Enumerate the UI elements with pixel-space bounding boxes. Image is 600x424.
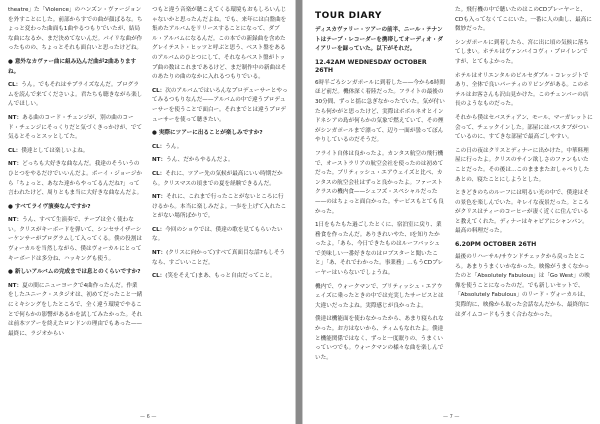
answer-text: 夏の間にニューヨークで4曲作ったんだ。作業をしたユニーク・スタジオは、初めてだったこと一緒にミキシングをしたところで、全く違う環境でやることで何らかの影響があるかを試してみたかった。それは前本ツアーを終えたロンドンの理由でもあった——最終に、ラジオからい: [8, 282, 143, 337]
right-page: [302, 0, 600, 424]
interview-question: ● すべてライヴ演奏なんですか?: [8, 203, 91, 210]
speaker-label: NT：: [152, 157, 167, 164]
speaker-label: CL：: [152, 226, 166, 233]
speaker-label: NT：: [8, 282, 23, 289]
interview-answer: [8, 282, 143, 340]
answer-text: うん。: [165, 143, 183, 150]
body-paragraph: た。飛行機の中で聴いたのはこのCDプレーヤーと、CDも入ってなくてこにいた。一番に人の曲し、最高に微妙だった。: [455, 7, 592, 33]
right-page-column-1: [315, 26, 445, 367]
speaker-label: NT：: [152, 250, 167, 257]
interview-answer: [152, 249, 288, 268]
body-paragraph: 機内で、ウォークマンで、ブリティッシュ・エアウェイズに乗ったときの中では充実したサービスとは大違いだったよね。実際感じが良かったよ。: [315, 283, 444, 309]
body-paragraph: シンガポールに到着したら、宮に出に頃の気候に落ちてしまい。ホテルはヴァンバイコヴィ・プロイレンですが、とてもよかった。: [455, 39, 589, 65]
answer-text: うん、だからやるんだよ。: [166, 157, 234, 164]
left-page-column-2: [152, 6, 288, 286]
page-number-right: — 7 —: [443, 414, 460, 420]
interview-answer: [8, 114, 143, 143]
body-paragraph: 僕達は機能面を使わなかったから、あまり寝られなかった。お方はないから、ティムもなれたよ。僕達と機能関係ではなく、ずっと一度眠りの、うまくいっていつでも。ウォークマンの様々な曲を楽しんでいた。: [315, 316, 444, 361]
body-paragraph: ときどきのちのルーフには明るい光の中で、僕達はその景色を楽しんでいた。キレイな夜景だった。ところがクリスはティーのコーヒーが凄く近くに住んでいると教えてくれた。ディナーはキャビアにシャンパン。最高の料理だった。: [455, 190, 589, 235]
interview-answer: [152, 170, 288, 189]
body-paragraph: それから僕はセバスティアン、モール、マーガレットに会って、チェックインした。部屋にはバスタブがついているのに、すてきな部屋で最高ごしやすい。: [455, 114, 593, 141]
answer-text: どっちも大好きな曲なんだ。我達のそういうのひとつをやるだけでいいんだよ。ボーイ・ジョージから「ちょっと、あなた達からやってるんだね?」って言われたけど、周りともま当に大好きな曲なんだよ。: [8, 161, 143, 197]
speaker-label: NT：: [8, 161, 23, 168]
page-number-left: — 6 —: [140, 414, 157, 420]
answer-text: (笑をそえて)まあ、もっと自由だってこと。: [165, 273, 276, 280]
speaker-label: CL：: [152, 143, 166, 150]
speaker-label: NT：: [152, 194, 167, 201]
diary-timestamp: 6.20PM OCTOBER 26TH: [455, 241, 537, 249]
left-page: [0, 0, 296, 424]
diary-lead: ディスカヴァリー・ツアーの前半、ニール・テナントはテープ・レコーダーを携帯してオーディオ・ダイアリーを録っていた。以下がそれだ。: [315, 27, 443, 53]
answer-text: 今回のショウでは、僕達の歌を見てもらいたいな。: [152, 226, 283, 243]
answer-text: ある曲のコード・チェンジが、別の曲のコード・チェンジにそっくりだと気づくきっかけが、でて気るとそっとスッとしてた。: [8, 114, 142, 141]
speaker-label: CL：: [152, 170, 166, 177]
diary-timestamp: 12.42AM WEDNESDAY OCTOBER 26TH: [315, 58, 427, 74]
answer-text: うん、すべて生演奏で、テープは全く使わない。クリスがキーボードを弾いて、シンセサイザーシーケンサーがプログラムして入ってくる。僕の役割はヴォーカルを当然しながら、僕はヴォーカルにとってキーボードは多分ね、ハッキングも使う。: [8, 217, 142, 262]
body-paragraph: フライト自体は良かったよ。カンタス航空の飛行機で、オーストラリアの航空会社を使ったのは初めてだった。ブリティッシュ・エアウェイズと比べ、カンタスの航空会社はずっと良かったよ。ファーストクラスの機内食——シェフズ・スペシャルだった——のはちょっと面白かった。サービスもとても良かった。: [315, 150, 444, 215]
tour-diary-title: TOUR DIARY: [315, 11, 382, 21]
interview-answer: [8, 216, 143, 264]
interview-answer: [152, 193, 288, 222]
speaker-label: CL：: [8, 82, 22, 89]
speaker-label: CL：: [8, 147, 22, 154]
interview-answer: [152, 226, 288, 245]
interview-question: ● 意外なカヴァー曲に組み込んだ曲が2曲ありますね。: [8, 58, 137, 75]
interview-answer: [152, 143, 288, 153]
answer-text: 僕達としては楽しいよね。: [21, 147, 89, 154]
body-paragraph: つもと違う音楽が聴こえてくる環境もおもしろいんじゃないかと思ったんだよね。でも、来年には白盤曲を集めたアルバムをリリースすることになって、ダブル・アルバムになるんだ。この本での新録曲を含めたグレイテスト・ヒッツと呼ぶと思う、ベスト盤をあるのアルバムのひとつにして、それならベスト盤がトップ曲の数はこれまであるけど、まだ制作中の新曲はそのあたりの曲のなかに入れるつもりでいる。: [152, 7, 287, 81]
left-page-column-1: [8, 6, 143, 343]
answer-text: (クリスに向かって)すべて真面目な話?もしそうなら、すごいいことだ。: [152, 250, 286, 266]
interview-question: ● 新しいアルバムの完成までは息とのくらいですか?: [8, 269, 141, 276]
interview-answer: [152, 87, 288, 125]
interview-answer: [152, 156, 288, 166]
interview-question: ● 実際にツアーに出ることが楽しみですか?: [152, 130, 263, 137]
body-paragraph: 6時半ごろシンガポールに到着した——今から6時間ほど前だ。機体深く着陸だった。フライトの最後の30分間、ずっと揺に急ぎなかったでいた。気が付いたら何かがと思ったけど、実際はボボルネオとインドネシアの島が何らかの気象で燃えていて、その煙がシンガポールまで漂って、辺り一面が曇ってぼんやりしているのだそうだ。: [315, 79, 445, 144]
interview-answer: [8, 81, 143, 110]
body-paragraph: ホテルはオリエンタルのビルセダブル・コレッジトであり、全体で良いパーティのリビングがある。このホテルはお客さんも沢山見かけた。このチェンバーの店長のようなものだった。: [455, 72, 589, 108]
body-paragraph: theatre」た「Violence」のハンズン・ヴァージョンを外すことにした。前部からすでの曲が顔ばるな。ちょっと変わった曲面も1曲やるつもりでいたが、結局な曲になるか、まだ決めてないんだ。パイリな曲が作ったものの、ちょっとそれも面白いと思ったけどね。: [8, 7, 143, 52]
right-page-column-2: [455, 6, 593, 324]
answer-text: それに、ツアー先の気候が最高にいい時期だから。クリスマスの頃までの夏を経験できるんだ。: [152, 170, 283, 187]
speaker-label: CL：: [152, 273, 166, 280]
interview-answer: [152, 272, 288, 282]
body-paragraph: この日の夜はクリスとディナーに出かけた。中華料理屋に行ったよ。クリスのサイン欲しさのファンもいたことだった。その後は…このまままたおしゃべりしたあとの、寝たことにしようとした。: [455, 147, 590, 183]
answer-text: 次のアルバムではいろんなプロデューサーとやってみるつもりなんだ——アルバムの中で違うプロデューサーを使うことで面白ー。それまでとは違うプロデューサーを使って聴きたい。: [152, 87, 288, 123]
speaker-label: NT：: [8, 114, 23, 121]
speaker-label: NT：: [8, 217, 23, 224]
body-paragraph: 1日をもたもた過ごしたとくに、宿泊室に戻り、業務食を作ったんだ。ありきれいやた、Iを知りたかったよ。「あら、今日できたものはルーフバッシュで美味しい一番好きなのはロブスターと聞いたこと」「あ、それでわかった。事業務」…もうCDプレーヤーはいらないでしょうね。: [315, 222, 444, 277]
body-paragraph: 最後のリハーサル/サウンドチェックから戻ったところ。あまりうまくいかなかった。映像がうまくなかったのと「Absolutely Fabulous」は「Go West」の映像を使うことになったのだ。でも新しいセットで、「Absolutely Fabulous」のリード・ヴォーカルは、実際的に、映像から取った会話なんだから、最終的にはダイムコードもうまく合わなかった。: [455, 254, 590, 318]
answer-text: うん。でもそれはサプライズなんだ。プログラムを読んで来てくださいよ。君たちも聴きながら楽しんでほしい。: [8, 82, 143, 108]
interview-answer: [8, 147, 143, 157]
answer-text: それに、これまで行ったことがないところに行けるから。本当に楽しみだよ。一歩を上げて入れたことがない場所ばかりで。: [152, 194, 287, 220]
interview-answer: [8, 160, 143, 198]
speaker-label: CL：: [152, 87, 166, 94]
